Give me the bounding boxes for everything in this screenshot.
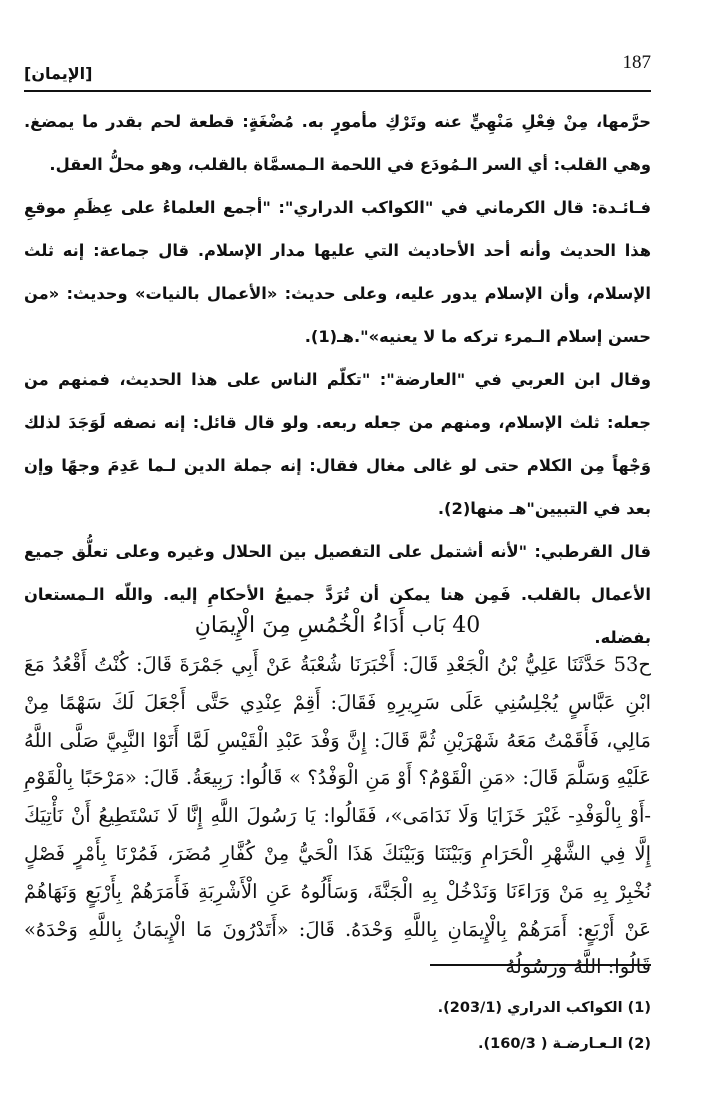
footnote: (1) الكواكب الدراري (203/1). (437, 1000, 651, 1016)
paragraph: قال القرطبي: "لأنه أشتمل على التفصيل بين الحلال وغيره وعلى تعلُّق جميع الأعمال بالقلب. فَمِن هنا يمكن أن تُرَدَّ جميعُ الأحكامِ إليه. واللّه الـمستعان بفضله. (24, 542, 651, 647)
running-title: [الإيمان] (24, 64, 93, 83)
paragraph: حرَّمها، مِنْ فِعْلِ مَنْهِيٍّ عنه وتَرْكِ مأمورٍ به. مُضْغَةٍ: قطعة لحم بقدر ما يمضغ. وهي القلب: أي السر الـمُودَع في اللحمة الـمسمَّاة بالقلب، وهو محلُّ العقل. (24, 112, 651, 174)
hadith-paragraph: ح53 حَدَّثَنَا عَلِيُّ بْنُ الْجَعْدِ قَالَ: أَخْبَرَنَا شُعْبَةُ عَنْ أَبِي جَمْرَةَ قَالَ: كُنْتُ أَقْعُدُ مَعَ ابْنِ عَبَّاسٍ يُجْلِسُنِي عَلَى سَرِيرِهِ فَقَالَ: أَقِمْ عِنْدِي حَتَّى أَجْعَلَ لَكَ سَهْمًا مِنْ مَالِي، فَأَقَمْتُ مَعَهُ شَهْرَيْنِ ثُمَّ قَالَ: إِنَّ وَفْدَ عَبْدِ الْقَيْسِ لَمَّا أَتَوْا النَّبِيَّ صَلَّى اللَّهُ عَلَيْهِ وَسَلَّمَ قَالَ: «مَنِ الْقَوْمُ؟ أَوْ مَنِ الْوَفْدُ؟ » قَالُوا: رَبِيعَةُ. قَالَ: «مَرْحَبًا بِالْقَوْمِ -أَوْ بِالْوَفْدِ- غَيْرَ خَزَايَا وَلَا نَدَامَى»، فَقَالُوا: يَا رَسُولَ اللَّهِ إِنَّا لَا نَسْتَطِيعُ أَنْ نَأْتِيَكَ إِلَّا فِي الشَّهْرِ الْحَرَامِ وَبَيْنَنَا وَبَيْنَكَ هَذَا الْحَيُّ مِنْ كُفَّارِ مُضَرَ، فَمُرْنَا بِأَمْرٍ فَصْلٍ نُخْبِرْ بِهِ مَنْ وَرَاءَنَا وَنَدْخُلْ بِهِ الْجَنَّةَ، وَسَأَلُوهُ عَنِ الْأَشْرِبَةِ فَأَمَرَهُمْ بِأَرْبَعٍ وَنَهَاهُمْ عَنْ أَرْبَعٍ: أَمَرَهُمْ بِالْإِيمَانِ بِاللَّهِ وَحْدَهُ. قَالَ: «أَتَدْرُونَ مَا الْإِيمَانُ بِاللَّهِ وَحْدَهُ» قَالُوا: اللَّهُ وَرَسُولُهُ (24, 653, 651, 979)
paragraph: فـائـدة: قال الكرماني في "الكواكب الدراري": "أجمع العلماءُ على عِظَمِ موقعِ هذا الحديث وأنه أحد الأحاديث التي عليها مدار الإسلام. قال جماعة: إنه ثلث الإسلام، وأن الإسلام يدور عليه، وعلى حديث: «الأعمال بالنيات» وحديث: «من حسن إسلام الـمرء تركه ما لا يعنيه»".هـ(1). (24, 198, 651, 346)
paragraph: وقال ابن العربي في "العارضة": "تكلّم الناس على هذا الحديث، فمنهم من جعله: ثلث الإسلام، ومنهم من جعله ربعه. ولو قال قائل: إنه نصفه لَوَجَدَ لذلك وَجْهاً مِن الكلام حتى لو غالى مغال فقال: إنه جملة الدين لـما عَدِمَ وجهًا وإن بعد في التبيين"هـ منها(2). (24, 370, 651, 518)
footnote-divider (430, 964, 651, 966)
footnote: (2) الـعـارضـة ( 160/3). (478, 1036, 651, 1052)
hadith-text (24, 646, 651, 986)
chapter-title: 40 بَاب أَدَاءُ الْخُمُسِ مِنَ الْإِيمَانِ (194, 613, 481, 638)
commentary-text (24, 100, 651, 659)
footnotes (330, 990, 651, 1062)
page-header (24, 44, 651, 92)
page-number: 187 (622, 52, 651, 73)
